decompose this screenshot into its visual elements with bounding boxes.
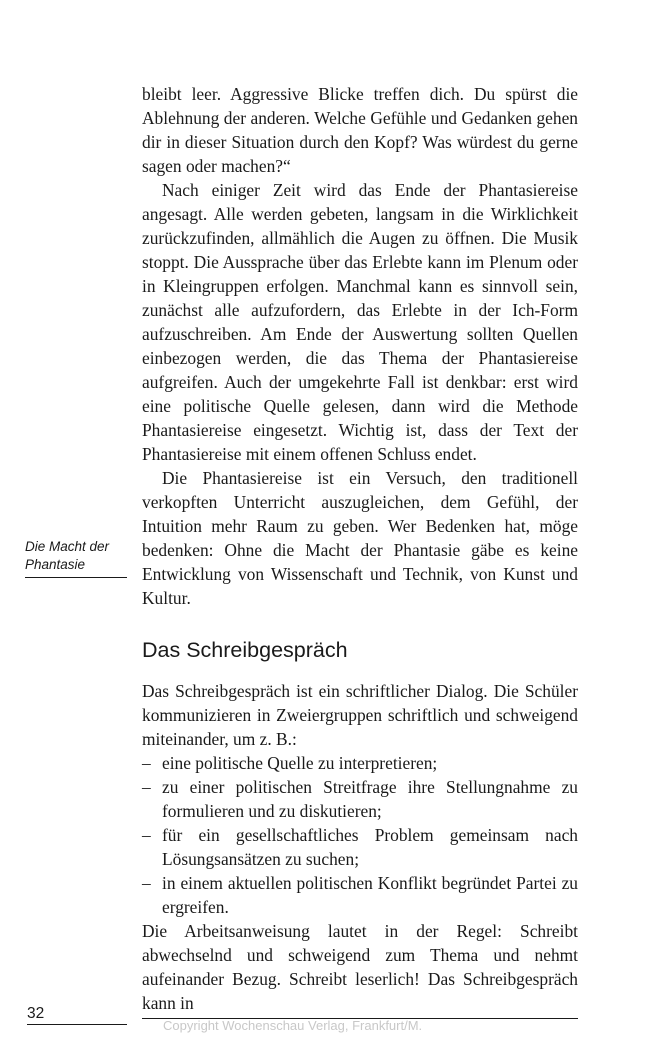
section-body: [142, 679, 578, 1015]
copyright-watermark: Copyright Wochenschau Verlag, Frankfurt/M.: [163, 1018, 423, 1033]
paragraph-carryover: bleibt leer. Aggressive Blicke treffen dich. Du spürst die Ablehnung der anderen. Welche Gefühle und Gedanken gehen dir in dieser Situation durch den Kopf? Was würdest du gerne sagen oder machen?“: [142, 84, 578, 176]
list-item: [142, 775, 578, 823]
marginal-note-line-1: Die Macht der: [25, 539, 110, 554]
dash-bullet: –: [142, 873, 151, 893]
dash-bullet: –: [142, 753, 151, 773]
list-item-text: für ein gesellschaftliches Problem gemeinsam nach Lösungsansätzen zu suchen;: [162, 825, 578, 869]
list-item-text: eine politische Quelle zu interpretieren;: [162, 753, 438, 773]
section-closing: Die Arbeitsanweisung lautet in der Regel: Schreibt abwechselnd und schweigend zum Thema und nehmt aufeinander Bezug. Schreibt leserlich! Das Schreibgespräch kann in: [142, 921, 578, 1013]
paragraph-evaluation: Nach einiger Zeit wird das Ende der Phantasiereise angesagt. Alle werden gebeten, langsam in die Wirklichkeit zurückzufinden, allmählich die Augen zu öffnen. Die Musik stoppt. Die Aussprache über das Erlebte kann im Plenum oder in Kleingruppen erfolgen. Manchmal kann es sinnvoll sein, zunächst alle aufzufordern, das Erlebte in der Ich-Form aufzuschreiben. Am Ende der Auswertung sollten Quellen einbezogen werden, die das Thema der Phantasiereise aufgreifen. Auch der umgekehrte Fall ist denkbar: erst wird eine politische Quelle gelesen, dann wird die Methode Phantasiereise eingesetzt. Wichtig ist, dass der Text der Phantasiereise mit einem offenen Schluss endet.: [142, 180, 578, 464]
objective-list: [142, 751, 578, 919]
page-number: 32: [27, 1005, 127, 1025]
list-item: [142, 751, 578, 775]
dash-bullet: –: [142, 825, 151, 845]
marginal-note-line-2: Phantasie: [25, 557, 86, 572]
section-intro: Das Schreibgespräch ist ein schriftlicher Dialog. Die Schüler kommunizieren in Zweiergruppen schriftlich und schweigend miteinander, um z. B.:: [142, 681, 578, 749]
section-heading: Das Schreibgespräch: [142, 638, 348, 662]
paragraph-conclusion: Die Phantasiereise ist ein Versuch, den traditionell verkopften Unterricht auszugleichen, dem Gefühl, der Intuition mehr Raum zu geben. Wer Bedenken hat, möge bedenken: Ohne die Macht der Phantasie gäbe es keine Entwicklung von Wissenschaft und Technik, von Kunst und Kultur.: [142, 468, 578, 608]
list-item-text: zu einer politischen Streitfrage ihre Stellungnahme zu formulieren und zu diskutieren;: [162, 777, 578, 821]
list-item-text: in einem aktuellen politischen Konflikt begründet Partei zu ergreifen.: [162, 873, 578, 917]
marginal-note: [25, 538, 127, 578]
list-item: [142, 823, 578, 871]
body-text-continuation: [142, 82, 578, 610]
dash-bullet: –: [142, 777, 151, 797]
list-item: [142, 871, 578, 919]
